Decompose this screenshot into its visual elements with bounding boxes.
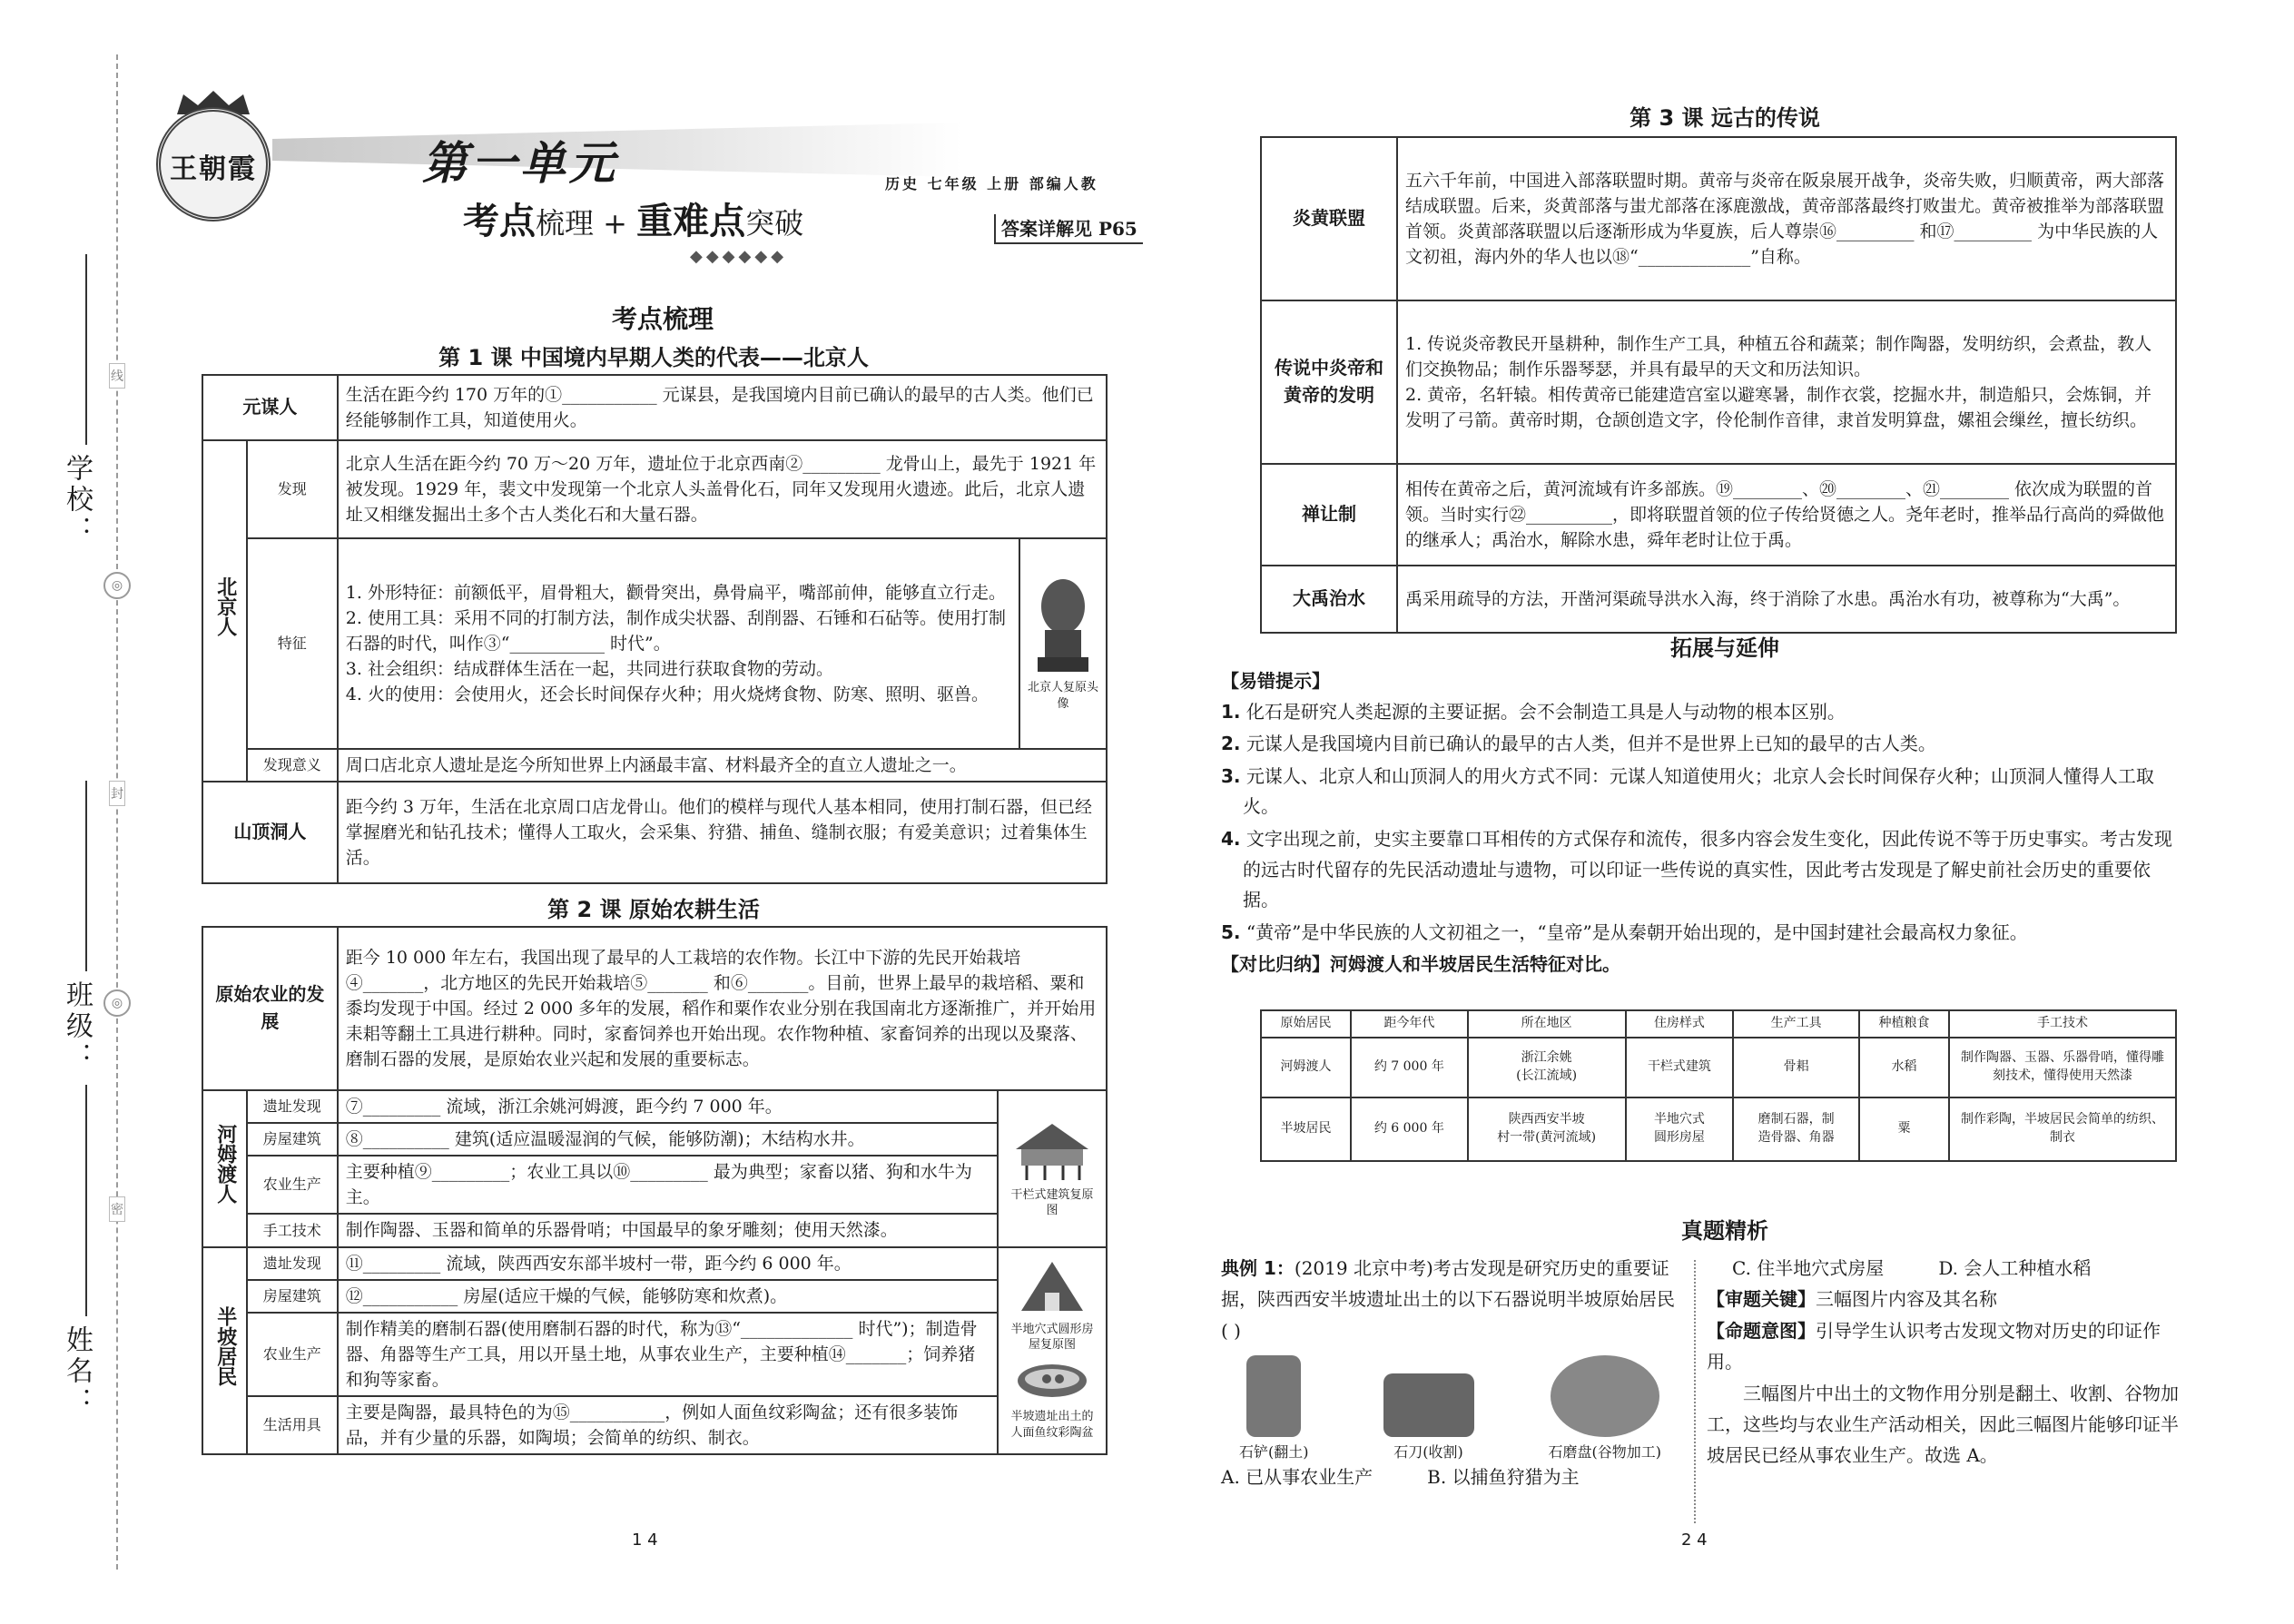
hemudu-label: [202, 1090, 247, 1247]
compare-cell: 陕西西安半坡 村一带(黄河流域): [1468, 1097, 1626, 1161]
example-analysis: [1707, 1253, 2188, 1471]
beijing-label-text: 北京人: [213, 576, 237, 637]
stone-figure: [1549, 1355, 1662, 1462]
name-blank: [85, 1085, 87, 1316]
features-cell: [338, 538, 1019, 749]
compare-header: 所在地区: [1468, 1010, 1626, 1038]
lesson3-table: [1260, 136, 2177, 634]
lesson3-row-label: 炎黄联盟: [1261, 137, 1397, 300]
banpo-row-text: ⑫___________ 房屋(适应干燥的气候，能够防寒和炊煮)。: [338, 1280, 998, 1313]
hemudu-row-label: 遗址发现: [247, 1090, 338, 1123]
tip-number: 1.: [1221, 700, 1241, 723]
page-number-left: 1 4: [632, 1530, 658, 1550]
pottery-basin-image: [1014, 1361, 1090, 1404]
hemudu-label-text: 河姆渡人: [213, 1124, 237, 1205]
stone-caption: 石磨盘(谷物加工): [1548, 1442, 1661, 1461]
error-tips: [1221, 666, 2183, 980]
banpo-figures: [998, 1247, 1107, 1455]
compare-header: 手工技术: [1949, 1010, 2176, 1038]
analysis-text: 三幅图片中出土的文物作用分别是翻土、收割、谷物加工，这些均与农业生产活动相关，因此三幅图片能够印证半坡居民已经从事农业生产。故选 A。: [1707, 1382, 2179, 1467]
intent-line: [1707, 1315, 2188, 1378]
key-text: 三幅图片内容及其名称: [1816, 1288, 1997, 1311]
unit-title: 第一单元: [422, 137, 618, 190]
feature-item: 1. 外形特征：前额低平，眉骨粗大，颧骨突出，鼻骨扁平，嘴部前伸，能够直立行走。: [345, 582, 1006, 603]
compare-header: 种植粮食: [1859, 1010, 1949, 1038]
option-a: A. 已从事农业生产: [1221, 1466, 1373, 1489]
tip-number: 3.: [1221, 764, 1241, 787]
shanding-text: 距今约 3 万年，生活在北京周口店龙骨山。他们的模样与现代人基本相同，使用打制石器，但已经掌握磨光和钻孔技术；懂得人工取火，会采集、狩猎、捕鱼、缝制衣服；有爱美意识；过着集体生活。: [338, 782, 1107, 883]
hemudu-row-label: 农业生产: [247, 1156, 338, 1214]
class-blank: [85, 781, 87, 971]
tip-item: [1221, 824, 2183, 916]
tip-number: 2.: [1221, 733, 1241, 755]
tip-item: [1221, 729, 2183, 760]
compare-row: [1261, 1038, 2176, 1097]
compare-cell: 水稻: [1859, 1038, 1949, 1097]
sub-title: [463, 192, 803, 244]
banpo-label-text: 半坡居民: [213, 1306, 237, 1387]
compare-cell: 粟: [1859, 1097, 1949, 1161]
binding-strip: [0, 0, 136, 1624]
option-b: B. 以捕鱼狩猎为主: [1427, 1466, 1580, 1489]
origin-label: 原始农业的发展: [202, 927, 338, 1090]
tip-text: 元谋人是我国境内目前已确认的最早的古人类，但并不是世界上已知的最早的古人类。: [1245, 733, 1936, 755]
lesson3-title: 第 3 课 远古的传说: [1629, 105, 1820, 131]
example-question: [1221, 1253, 1679, 1493]
banpo-row-text: ⑪_________ 流域，陕西西安东部半坡村一带，距今约 6 000 年。: [338, 1247, 998, 1280]
binding-dashed-line: [116, 54, 118, 1570]
beijing-label: [202, 440, 247, 782]
hemudu-row-label: 房屋建筑: [247, 1123, 338, 1156]
exam-title: 真题精析: [1681, 1218, 1768, 1244]
compare-table: [1260, 1009, 2177, 1162]
hemudu-row-text: ⑧__________ 建筑(适应温暖湿润的气候，能够防潮)；木结构水井。: [338, 1123, 998, 1156]
school-label: 学校：: [61, 454, 93, 546]
lesson3-row-label: 传说中炎帝和黄帝的发明: [1261, 300, 1397, 464]
sub-title-part: 重难点: [636, 200, 746, 242]
stilt-house-figure: [998, 1090, 1107, 1247]
compare-cell: 磨制石器，制 造骨器、角器: [1733, 1097, 1859, 1161]
yuanmou-text: 生活在距今约 170 万年的①___________ 元谋县，是我国境内目前已确认的最早的古人类。他们已经能够制作工具，知道使用火。: [338, 375, 1107, 440]
decorative-dots: ◆◆◆◆◆◆: [690, 247, 788, 266]
compare-cell: 半坡居民: [1261, 1097, 1351, 1161]
feature-label: 特征: [247, 538, 338, 749]
lesson3-row-text: 相传在黄帝之后，黄河流域有许多部族。⑲________、⑳________、㉑________ 依次成为联盟的首领。当时实行㉒__________，即将联盟首领的位子传给贤德之人。尧年老时，推举品行高尚的舜做他的继承人；禹治水，解除水患，舜年老时让位于禹。: [1397, 464, 2176, 566]
compare-cell: 制作彩陶，半坡居民会简单的纺织、制衣: [1949, 1097, 2176, 1161]
compare-row: [1261, 1097, 2176, 1161]
feature-item: 2. 使用工具：采用不同的打制方法，制作成尖状器、刮削器、石锤和石砧等。使用打制石器的时代，叫作③“___________ 时代”。: [345, 607, 1006, 654]
tip-text: “黄帝”是中华民族的人文初祖之一，“皇帝”是从秦朝开始出现的，是中国封建社会最高权力象征。: [1245, 920, 2028, 943]
peking-man-figure: [1019, 538, 1107, 749]
tip-item: [1221, 918, 2183, 949]
lesson2-title: 第 2 课 原始农耕生活: [547, 897, 760, 922]
lesson2-table: [202, 926, 1108, 1455]
compare-header: 生产工具: [1733, 1010, 1859, 1038]
sub-title-part: 考点: [463, 200, 536, 242]
hemudu-row-text: ⑦_________ 流域，浙江余姚河姆渡，距今约 7 000 年。: [338, 1090, 998, 1123]
tip-item: [1221, 762, 2183, 822]
compare-header: 距今年代: [1351, 1010, 1468, 1038]
lesson1-table: [202, 374, 1108, 884]
column-divider: [1694, 1260, 1696, 1523]
stone-caption: 石刀(收割): [1393, 1442, 1463, 1461]
feature-item: 4. 火的使用：会使用火，还会长时间保存火种；用火烧烤食物、防寒、照明、驱兽。: [345, 684, 989, 705]
stone-figure: [1383, 1355, 1474, 1462]
sub-title-part: 梳理 +: [536, 206, 637, 241]
tips-heading: 【易错提示】: [1221, 670, 1330, 692]
compare-heading: 【对比归纳】河姆渡人和半坡居民生活特征对比。: [1221, 953, 1620, 976]
logo-text: 王朝霞: [170, 153, 257, 185]
lesson3-row-label: 禅让制: [1261, 464, 1397, 566]
lesson3-row-text: 1. 传说炎帝教民开垦耕种，制作生产工具，种植五谷和蔬菜；制作陶器，发明纺织，会煮盐，教人们交换物品；制作乐器琴瑟，并具有最早的天文和历法知识。 2. 黄帝，名轩辕。相传黄帝已能建造宫室以避寒暑，制作衣裳，挖掘水井，制造船只，会炼铜，并发明了弓箭。黄帝时期，仓颉创造文字，伶伦制作音律，隶首发明算盘，嫘祖会缫丝，擅长纺织。: [1397, 300, 2176, 464]
shanding-label: 山顶洞人: [202, 782, 338, 883]
binding-circle-icon: ◎: [103, 572, 131, 599]
tip-text: 元谋人、北京人和山顶洞人的用火方式不同：元谋人知道使用火；北京人会长时间保存火种；山顶洞人懂得人工取火。: [1243, 764, 2154, 818]
compare-cell: 制作陶器、玉器、乐器骨哨，懂得雕刻技术，懂得使用天然漆: [1949, 1038, 2176, 1097]
banpo-row-label: 房屋建筑: [247, 1280, 338, 1313]
compare-cell: 浙江余姚 (长江流域): [1468, 1038, 1626, 1097]
lesson1-title: 第 1 课 中国境内早期人类的代表——北京人: [438, 345, 869, 370]
extend-title: 拓展与延伸: [1670, 635, 1779, 661]
example-text: (2019 北京中考)考古发现是研究历史的重要证据，陕西西安半坡遗址出土的以下石器说明半坡原始居民( ): [1221, 1257, 1675, 1342]
round-house-caption: 半地穴式圆形房屋复原图: [1010, 1322, 1094, 1353]
banpo-row-text: 制作精美的磨制石器(使用磨制石器的时代，称为⑬“_____________ 时代”)；制造骨器、角器等生产工具，用以开垦土地，从事农业生产，主要种植⑭_______；饲养猪和狗等家畜。: [338, 1313, 998, 1396]
answer-reference: 答案详解见 P65: [994, 214, 1143, 244]
example-label: 典例 1：: [1221, 1257, 1295, 1279]
stilt-house-caption: 干栏式建筑复原图: [1010, 1187, 1094, 1218]
compare-cell: 约 6 000 年: [1351, 1097, 1468, 1161]
compare-header-row: [1261, 1010, 2176, 1038]
hemudu-row-label: 手工技术: [247, 1214, 338, 1246]
compare-cell: 半地穴式 圆形房屋: [1626, 1097, 1734, 1161]
intent-text: 引导学生认识考古发现文物对历史的印证作用。: [1707, 1319, 2161, 1373]
name-label: 姓名：: [61, 1325, 93, 1418]
pottery-basin-caption: 半坡遗址出土的人面鱼纹彩陶盆: [1010, 1410, 1094, 1441]
option-c: C. 住半地穴式房屋: [1732, 1257, 1885, 1279]
compare-cell: 骨耜: [1733, 1038, 1859, 1097]
hemudu-row-text: 制作陶器、玉器和简单的乐器骨哨；中国最早的象牙雕刻；使用天然漆。: [338, 1214, 998, 1246]
peking-man-caption: 北京人复原头像: [1028, 681, 1099, 711]
lesson3-row-text: 五六千年前，中国进入部落联盟时期。黄帝与炎帝在阪泉展开战争，炎帝失败，归顺黄帝，两大部落结成联盟。后来，炎黄部落与蚩尤部落在涿鹿激战，黄帝部落最终打败蚩尤。黄帝被推举为部落联盟首领。炎黄部落联盟以后逐渐形成为华夏族，后人尊崇⑯_________ 和⑰_________ 为中华民族的人文初祖，海内外的华人也以⑱“_____________”自称。: [1397, 137, 2176, 300]
tip-item: [1221, 697, 2183, 728]
compare-cell: 约 7 000 年: [1351, 1038, 1468, 1097]
banpo-row-text: 主要是陶器，最具特色的为⑮___________，例如人面鱼纹彩陶盆；还有很多装饰品，并有少量的乐器，如陶埙；会简单的纺织、制衣。: [338, 1396, 998, 1454]
brand-logo: [156, 107, 271, 221]
sub-title-part: 突破: [745, 206, 804, 241]
meaning-text: 周口店北京人遗址是迄今所知世界上内涵最丰富、材料最齐全的直立人遗址之一。: [338, 749, 1107, 782]
meaning-label: 发现意义: [247, 749, 338, 782]
stone-caption: 石铲(翻土): [1239, 1442, 1309, 1461]
binding-mark-dense: 密: [109, 1196, 125, 1222]
compare-cell: 干栏式建筑: [1626, 1038, 1734, 1097]
stone-shovel-image: [1246, 1355, 1301, 1437]
options-row-2: [1707, 1253, 2188, 1284]
binding-mark-line: 线: [109, 363, 125, 389]
hemudu-row-text: 主要种植⑨_________；农业工具以⑩_________ 最为典型；家畜以猪、狗和水牛为主。: [338, 1156, 998, 1214]
key-label: 【审题关键】: [1707, 1288, 1816, 1311]
compare-cell: 河姆渡人: [1261, 1038, 1351, 1097]
banpo-row-label: 农业生产: [247, 1313, 338, 1396]
stilt-house-image: [1009, 1118, 1096, 1182]
yuanmou-label: 元谋人: [202, 375, 338, 440]
tip-number: 5.: [1221, 920, 1241, 943]
options-row: [1221, 1462, 1679, 1492]
banpo-row-label: 生活用具: [247, 1396, 338, 1454]
key-line: [1707, 1284, 2188, 1314]
stone-figure: [1239, 1355, 1309, 1462]
binding-circle-icon: ◎: [103, 989, 131, 1017]
tip-number: 4.: [1221, 827, 1241, 850]
compare-header: 原始居民: [1261, 1010, 1351, 1038]
lesson3-row-label: 大禹治水: [1261, 566, 1397, 633]
stone-knife-image: [1383, 1373, 1474, 1437]
section-title-kaodian: 考点梳理: [611, 304, 714, 334]
tip-text: 化石是研究人类起源的主要证据。会不会制造工具是人与动物的根本区别。: [1245, 700, 1846, 723]
stone-figures: [1221, 1355, 1679, 1462]
intent-label: 【命题意图】: [1707, 1319, 1816, 1342]
school-blank: [85, 254, 87, 445]
class-label: 班级：: [61, 980, 93, 1073]
stone-mill-image: [1551, 1355, 1659, 1437]
page-number-right: 2 4: [1681, 1530, 1708, 1550]
tip-text: 文字出现之前，史实主要靠口耳相传的方式保存和流传，很多内容会发生变化，因此传说不等于历史事实。考古发现的远古时代留存的先民活动遗址与遗物，可以印证一些传说的真实性，因此考古发现是了解史前社会历史的重要依据。: [1243, 827, 2172, 911]
discover-text: 北京人生活在距今约 70 万～20 万年，遗址位于北京西南②_________ 龙骨山上，最先于 1921 年被发现。1929 年，裴文中发现第一个北京人头盖骨化石，同年又发现用火遗迹。此后，北京人遗址又相继发掘出土多个古人类化石和大量石器。: [338, 440, 1107, 538]
round-house-image: [1016, 1260, 1088, 1316]
banpo-row-label: 遗址发现: [247, 1247, 338, 1280]
origin-text: 距今 10 000 年左右，我国出现了最早的人工栽培的农作物。长江中下游的先民开始栽培④_______，北方地区的先民开始栽培⑤_______ 和⑥_______。目前，世界上最早的栽培稻、粟和黍均发现于中国。经过 2 000 多年的发展，稻作和粟作农业分别在我国南北方逐渐推广，并开始用耒耜等翻土工具进行耕种。同时，家畜饲养也开始出现。农作物种植、家畜饲养的出现以及聚落、磨制石器的发展，是原始农业兴起和发展的重要标志。: [338, 927, 1107, 1090]
compare-header: 住房样式: [1626, 1010, 1734, 1038]
binding-mark-seal: 封: [109, 781, 125, 806]
discover-label: 发现: [247, 440, 338, 538]
subject-line: 历史 七年级 上册 部编人教: [885, 175, 1098, 192]
feature-item: 3. 社会组织：结成群体生活在一起，共同进行获取食物的劳动。: [345, 659, 833, 680]
banpo-label: [202, 1247, 247, 1455]
peking-man-bust-image: [1029, 576, 1098, 675]
option-d: D. 会人工种植水稻: [1938, 1257, 2092, 1279]
lesson3-row-text: 禹采用疏导的方法，开凿河渠疏导洪水入海，终于消除了水患。禹治水有功，被尊称为“大禹”。: [1397, 566, 2176, 633]
